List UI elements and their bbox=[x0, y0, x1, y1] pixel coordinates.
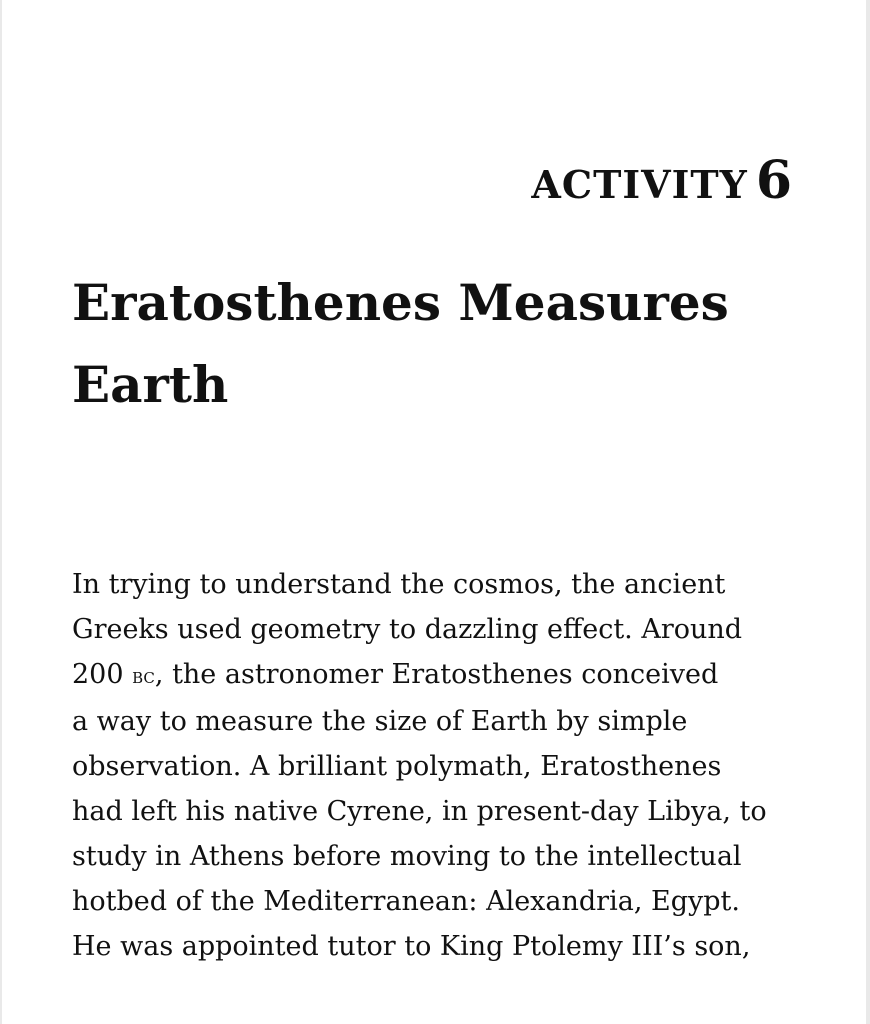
title-line-1: Eratosthenes Measures bbox=[72, 273, 729, 332]
body-line-6: had left his native Cyrene, in present-day Libya, to bbox=[72, 796, 767, 827]
chapter-title bbox=[72, 262, 792, 426]
page bbox=[2, 0, 866, 1024]
body-line-3 bbox=[72, 652, 812, 699]
activity-number: 6 bbox=[755, 150, 792, 211]
body-line-8: hotbed of the Mediterranean: Alexandria, Egypt. bbox=[72, 886, 740, 917]
body-line-4: a way to measure the size of Earth by simple bbox=[72, 706, 688, 737]
body-line-5: observation. A brilliant polymath, Eratosthenes bbox=[72, 751, 722, 782]
body-line-9: He was appointed tutor to King Ptolemy III’s son, bbox=[72, 931, 751, 962]
activity-heading bbox=[531, 150, 792, 211]
body-line-1: In trying to understand the cosmos, the ancient bbox=[72, 569, 726, 600]
year-number: 200 bbox=[72, 659, 133, 690]
body-line-2: Greeks used geometry to dazzling effect. Around bbox=[72, 614, 743, 645]
body-line-3-rest: , the astronomer Eratosthenes conceived bbox=[154, 659, 719, 690]
body-paragraph bbox=[72, 562, 812, 969]
body-line-7: study in Athens before moving to the intellectual bbox=[72, 841, 742, 872]
title-line-2: Earth bbox=[72, 355, 229, 414]
era-abbreviation: bc bbox=[132, 664, 155, 689]
activity-word: ACTIVITY bbox=[531, 162, 748, 207]
